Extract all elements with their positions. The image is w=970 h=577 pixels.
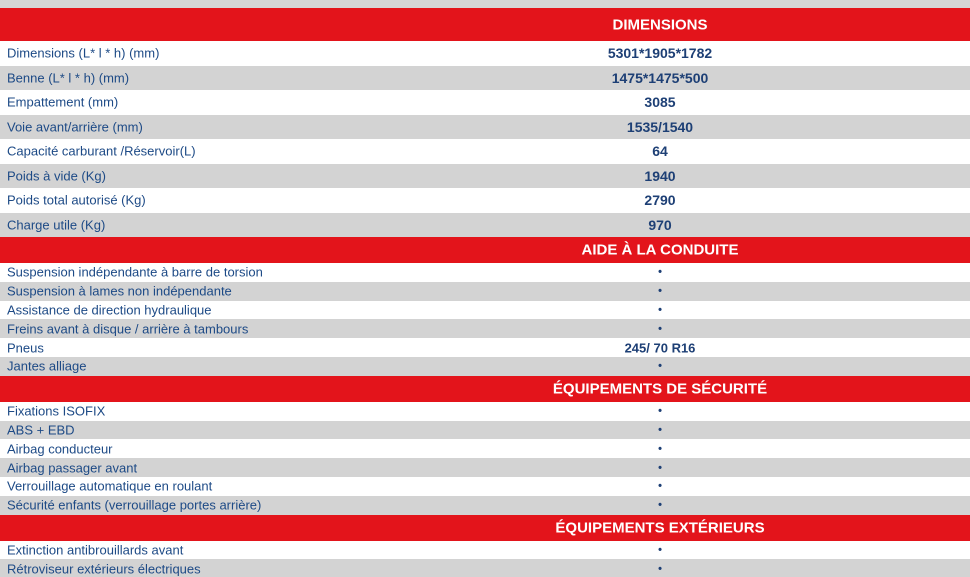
- section-title: AIDE À LA CONDUITE: [581, 241, 739, 259]
- spec-value: 245/ 70 R16: [624, 340, 696, 356]
- spec-value: 1475*1475*500: [611, 69, 709, 86]
- spec-label: Assistance de direction hydraulique: [7, 302, 212, 318]
- spec-label: Charge utile (Kg): [7, 217, 106, 233]
- section-header-securite: [0, 376, 970, 402]
- spec-row: [0, 90, 970, 115]
- spec-label: Fixations ISOFIX: [7, 403, 106, 419]
- spec-label: Pneus: [7, 340, 44, 356]
- spec-row: [0, 115, 970, 140]
- spec-row: [0, 263, 970, 282]
- spec-label: Extinction antibrouillards avant: [7, 542, 184, 558]
- spec-row: [0, 559, 970, 577]
- spec-value: •: [658, 461, 662, 474]
- spec-value: •: [658, 322, 662, 335]
- spec-label: Empattement (mm): [7, 94, 119, 110]
- section-title: ÉQUIPEMENTS DE SÉCURITÉ: [552, 380, 768, 398]
- spec-row: [0, 541, 970, 560]
- section-header-exterieurs: [0, 515, 970, 541]
- section-header-dimensions: [0, 8, 970, 41]
- spec-label: Suspension indépendante à barre de torsion: [7, 264, 263, 280]
- spec-row: [0, 458, 970, 477]
- spec-label: Benne (L* l * h) (mm): [7, 70, 130, 86]
- spec-value: 1535/1540: [626, 118, 694, 135]
- spec-row: [0, 213, 970, 238]
- spec-value: 970: [648, 216, 672, 233]
- spec-row: [0, 496, 970, 515]
- spec-value: •: [658, 442, 662, 455]
- spec-label: Verrouillage automatique en roulant: [7, 478, 213, 494]
- spec-row: [0, 439, 970, 458]
- spec-row: [0, 402, 970, 421]
- spec-value: •: [658, 499, 662, 512]
- spec-value: •: [658, 360, 662, 373]
- spec-row: [0, 282, 970, 301]
- section-title: ÉQUIPEMENTS EXTÉRIEURS: [555, 519, 765, 537]
- spec-row: [0, 357, 970, 376]
- spec-label: Airbag conducteur: [7, 441, 113, 457]
- spec-label: Sécurité enfants (verrouillage portes arrière): [7, 497, 262, 513]
- spec-value: •: [658, 562, 662, 575]
- section-header-aide-conduite: [0, 237, 970, 263]
- spec-value: •: [658, 303, 662, 316]
- spec-row: [0, 421, 970, 440]
- spec-value: 64: [652, 143, 668, 160]
- spec-value: •: [658, 423, 662, 436]
- spec-label: Airbag passager avant: [7, 460, 138, 476]
- spec-label: Dimensions (L* l * h) (mm): [7, 45, 160, 61]
- spec-label: Poids à vide (Kg): [7, 168, 106, 184]
- spec-row: [0, 319, 970, 338]
- spec-row: [0, 139, 970, 164]
- spec-value: 5301*1905*1782: [607, 45, 713, 62]
- spec-value: •: [658, 405, 662, 418]
- spec-value: •: [658, 543, 662, 556]
- spec-row: [0, 164, 970, 189]
- spec-value: 1940: [644, 167, 676, 184]
- top-strip: [0, 0, 970, 8]
- spec-row: [0, 301, 970, 320]
- spec-label: Freins avant à disque / arrière à tambours: [7, 321, 249, 337]
- spec-label: Capacité carburant /Réservoir(L): [7, 143, 196, 159]
- spec-row: [0, 66, 970, 91]
- spec-label: Poids total autorisé (Kg): [7, 192, 146, 208]
- spec-row: [0, 41, 970, 66]
- section-title: DIMENSIONS: [612, 16, 708, 33]
- spec-value: 3085: [644, 94, 676, 111]
- spec-label: Voie avant/arrière (mm): [7, 119, 143, 135]
- spec-label: ABS + EBD: [7, 422, 75, 438]
- spec-value: 2790: [644, 192, 676, 209]
- spec-row: [0, 338, 970, 357]
- spec-label: Jantes alliage: [7, 358, 87, 374]
- spec-row: [0, 188, 970, 213]
- spec-value: •: [658, 285, 662, 298]
- spec-label: Suspension à lames non indépendante: [7, 283, 232, 299]
- spec-label: Rétroviseur extérieurs électriques: [7, 561, 201, 577]
- spec-value: •: [658, 266, 662, 279]
- spec-value: •: [658, 480, 662, 493]
- spec-row: [0, 477, 970, 496]
